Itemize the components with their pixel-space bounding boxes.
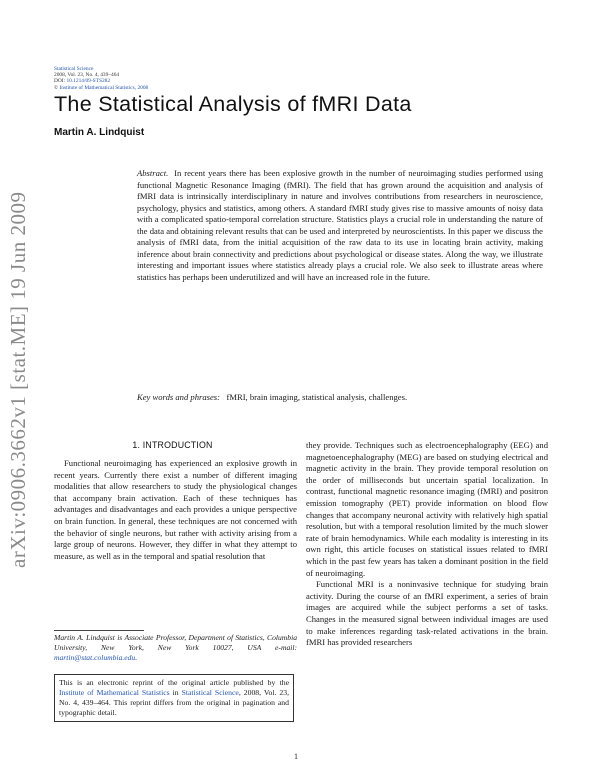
- abstract: [137, 168, 543, 283]
- page-number: 1: [294, 752, 298, 761]
- abstract-text: In recent years there has been explosive growth in the number of neuroimaging studies performed using functional Magnetic Resonance Imaging (fMRI). The field that has grown around the acquisition and analysis of fMRI data is intrinsically interdisciplinary in nature and involves contributions from researchers in neuroscience, psychology, physics and statistics, among others. A standard fMRI study gives rise to massive amounts of noisy data with a complicated spatio-temporal correlation structure. Statistics plays a crucial role in understanding the nature of the data and obtaining relevant results that can be used and interpreted by neuroscientists. In this paper we discuss the analysis of fMRI data, from the initial acquisition of the raw data to its use in locating brain activity, making inference about brain connectivity and predictions about psychological or disease states. Along the way, we illustrate interesting and important issues where statistics already plays a crucial role. We also seek to illustrate areas where statistics has perhaps been underutilized and will have an increased role in the future.: [137, 168, 544, 282]
- arxiv-sidebar-stamp: arXiv:0906.3662v1 [stat.ME] 19 Jun 2009: [6, 191, 30, 568]
- footnote-rule: [54, 630, 144, 631]
- paragraph: Functional neuroimaging has experienced an explosive growth in recent years. Currently there exist a number of different imaging modalities that allow researchers to study the physiological changes that accompany brain activation. Each of these techniques has advantages and disadvantages and each provides a unique perspective on brain function. In general, these techniques are not concerned with the behavior of single neurons, but rather with activity arising from a large group of neurons. However, they differ in what they attempt to measure, as well as in the temporal and spatial resolution that: [54, 458, 297, 561]
- journal-link[interactable]: Statistical Science: [54, 66, 94, 72]
- left-column: [54, 458, 297, 562]
- keywords: [137, 392, 543, 404]
- journal-reprint-link[interactable]: Statistical Science: [181, 688, 239, 697]
- journal-header: [54, 66, 148, 91]
- paragraph: they provide. Techniques such as electroencephalography (EEG) and magnetoencephalography (MEG) are based on studying electrical and magnetic activity in the brain. They provide temporal resolution on the order of milliseconds but uncertain spatial localization. In contrast, functional magnetic resonance imaging (fMRI) and positron emission tomography (PET) provide information on blood flow changes that accompany neuronal activity with relatively high spatial resolution, but with a temporal resolution limited by the much slower rate of brain hemodynamics. While each modality is interesting in its own right, this article focuses on statistical issues related to fMRI which in the past few years has taken a dominant position in the field of neuroimaging.: [306, 440, 548, 578]
- ims-link[interactable]: Institute of Mathematical Statistics, 2008: [59, 84, 149, 91]
- right-column: [306, 440, 548, 649]
- author-name: Martin A. Lindquist: [54, 127, 145, 138]
- email-link[interactable]: martin@stat.columbia.edu: [54, 653, 136, 662]
- copyright-line: © Institute of Mathematical Statistics, 2008: [54, 84, 149, 91]
- paper-title: The Statistical Analysis of fMRI Data: [54, 92, 412, 116]
- paragraph: Functional MRI is a noninvasive technique for studying brain activity. During the course of an fMRI experiment, a series of brain images are acquired while the subject performs a set of tasks. Changes in the measured signal between individual images are used to make inferences regarding task-related activations in the brain. fMRI has provided researchers: [306, 579, 548, 648]
- doi-link[interactable]: 10.1214/09-STS282: [66, 78, 111, 85]
- keywords-text: fMRI, brain imaging, statistical analysis, challenges.: [226, 392, 408, 402]
- abstract-label: Abstract.: [137, 168, 169, 178]
- author-footnote: Martin A. Lindquist is Associate Professor, Department of Statistics, Columbia University, New York, New York 10027, USA e-mail: martin@stat.columbia.edu.: [54, 633, 297, 662]
- ims-reprint-link[interactable]: Institute of Mathematical Statistics: [59, 688, 170, 697]
- reprint-notice-box: This is an electronic reprint of the original article published by the Institute of Mathematical Statistics in Statistical Science, 2008, Vol. 23, No. 4, 439–464. This reprint differs from the original in pagination and typographic detail.: [54, 674, 294, 722]
- doi-line: DOI: 10.1214/09-STS282: [54, 78, 111, 85]
- keywords-label: Key words and phrases:: [137, 392, 220, 402]
- section-heading: 1. INTRODUCTION: [132, 440, 213, 450]
- volume-line: 2008, Vol. 23, No. 4, 439–464: [54, 72, 120, 79]
